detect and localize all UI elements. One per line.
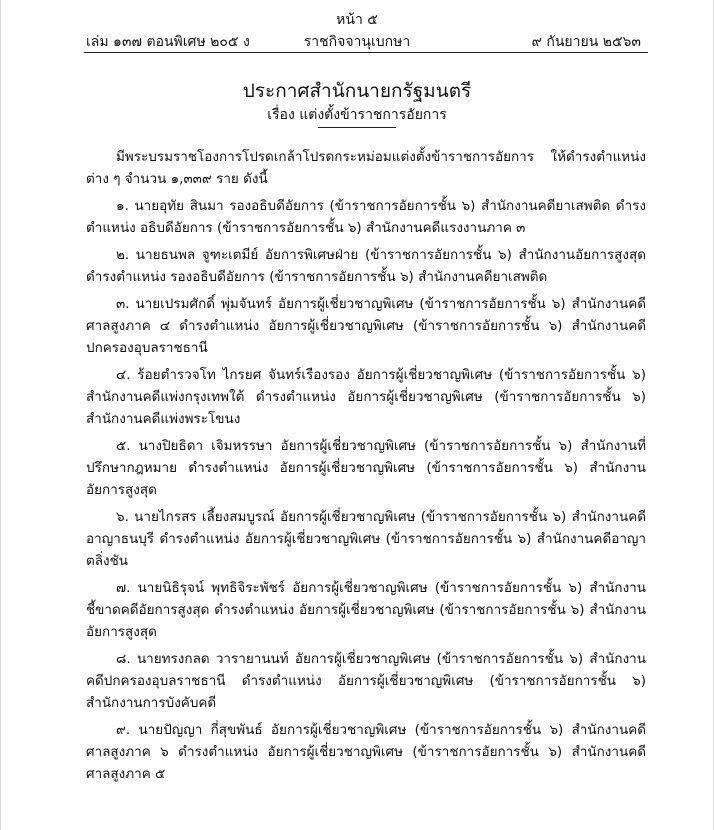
appointment-item: ๕. นางปิยธิดา เจิมหรรษา อัยการผู้เชี่ยวชาญพิเศษ (ข้าราชการอัยการชั้น ๖) สำนักงานที่ปรึกษากฎหมาย ดำรงตำแหน่ง อัยการผู้เชี่ยวชาญพิเศษ (ข้าราชการอัยการชั้น ๖) สำนักงานอัยการสูงสุด bbox=[86, 438, 646, 498]
document-subject: เรื่อง แต่งตั้งข้าราชการอัยการ bbox=[267, 107, 447, 123]
appointment-item: ๘. นายทรงกลด วารายานนท์ อัยการผู้เชี่ยวชาญพิเศษ (ข้าราชการอัยการชั้น ๖) สำนักงานคดีปกครองอุบลราชธานี ดำรงตำแหน่ง อัยการผู้เชี่ยวชาญพิเศษ (ข้าราชการอัยการชั้น ๖) สำนักงานการบังคับคดี bbox=[86, 651, 646, 711]
page-number: หน้า ๕ bbox=[336, 12, 378, 28]
title-rule bbox=[318, 127, 396, 128]
appointment-item: ๑. นายอุทัย สินมา รองอธิบดีอัยการ (ข้าราชการอัยการชั้น ๖) สำนักงานคดียาเสพติด ดำรงตำแหน่ง อธิบดีอัยการ (ข้าราชการอัยการชั้น ๖) สำนักงานคดีแรงงานภาค ๓ bbox=[86, 198, 646, 236]
appointment-item: ๔. ร้อยตำรวจโท ไกรยศ จันทร์เรืองรอง อัยการผู้เชี่ยวชาญพิเศษ (ข้าราชการอัยการชั้น ๖) สำนักงานคดีแพ่งกรุงเทพใต้ ดำรงตำแหน่ง อัยการผู้เชี่ยวชาญพิเศษ (ข้าราชการอัยการชั้น ๖) สำนักงานคดีแพ่งพระโขนง bbox=[86, 367, 646, 427]
intro-paragraph: มีพระบรมราชโองการโปรดเกล้าโปรดกระหม่อมแต่งตั้งข้าราชการอัยการ ให้ดำรงตำแหน่งต่าง ๆ จำนวน ๑,๓๓๙ ราย ดังนี้ bbox=[86, 149, 646, 187]
document-body bbox=[86, 146, 646, 790]
appointment-item: ๓. นายเปรมศักดิ์ พุ่มจันทร์ อัยการผู้เชี่ยวชาญพิเศษ (ข้าราชการอัยการชั้น ๖) สำนักงานคดีศาลสูงภาค ๔ ดำรงตำแหน่ง อัยการผู้เชี่ยวชาญพิเศษ (ข้าราชการอัยการชั้น ๖) สำนักงานคดีปกครองอุบลราชธานี bbox=[86, 296, 646, 356]
appointment-item: ๗. นายนิธิรุจน์ พุทธิจิระพัชร์ อัยการผู้เชี่ยวชาญพิเศษ (ข้าราชการอัยการชั้น ๖) สำนักงานชี้ขาดคดีอัยการสูงสุด ดำรงตำแหน่ง อัยการผู้เชี่ยวชาญพิเศษ (ข้าราชการอัยการชั้น ๖) สำนักงานอัยการสูงสุด bbox=[86, 580, 646, 640]
document-title: ประกาศสำนักนายกรัฐมนตรี bbox=[242, 80, 472, 102]
publication-name: ราชกิจจานุเบกษา bbox=[303, 34, 411, 50]
header-rule bbox=[84, 52, 648, 53]
appointment-item: ๒. นายธนพล จูฑะเตมีย์ อัยการพิเศษฝ่าย (ข้าราชการอัยการชั้น ๖) สำนักงานอัยการสูงสุด ดำรงตำแหน่ง รองอธิบดีอัยการ (ข้าราชการอัยการชั้น ๖) สำนักงานคดียาเสพติด bbox=[86, 247, 646, 285]
volume-issue: เล่ม ๑๓๗ ตอนพิเศษ ๒๐๕ ง bbox=[86, 34, 250, 50]
appointment-item: ๖. นายไกรสร เลี้ยงสมบูรณ์ อัยการผู้เชี่ยวชาญพิเศษ (ข้าราชการอัยการชั้น ๖) สำนักงานคดีอาญาธนบุรี ดำรงตำแหน่ง อัยการผู้เชี่ยวชาญพิเศษ (ข้าราชการอัยการชั้น ๖) สำนักงานคดีอาญาตลิ่งชัน bbox=[86, 509, 646, 569]
publication-date: ๙ กันยายน ๒๕๖๓ bbox=[531, 34, 641, 50]
appointment-item: ๙. นายปัญญา กี่สุขพันธ์ อัยการผู้เชี่ยวชาญพิเศษ (ข้าราชการอัยการชั้น ๖) สำนักงานคดีศาลสูงภาค ๖ ดำรงตำแหน่ง อัยการผู้เชี่ยวชาญพิเศษ (ข้าราชการอัยการชั้น ๖) สำนักงานคดีศาลสูงภาค ๕ bbox=[86, 722, 646, 782]
